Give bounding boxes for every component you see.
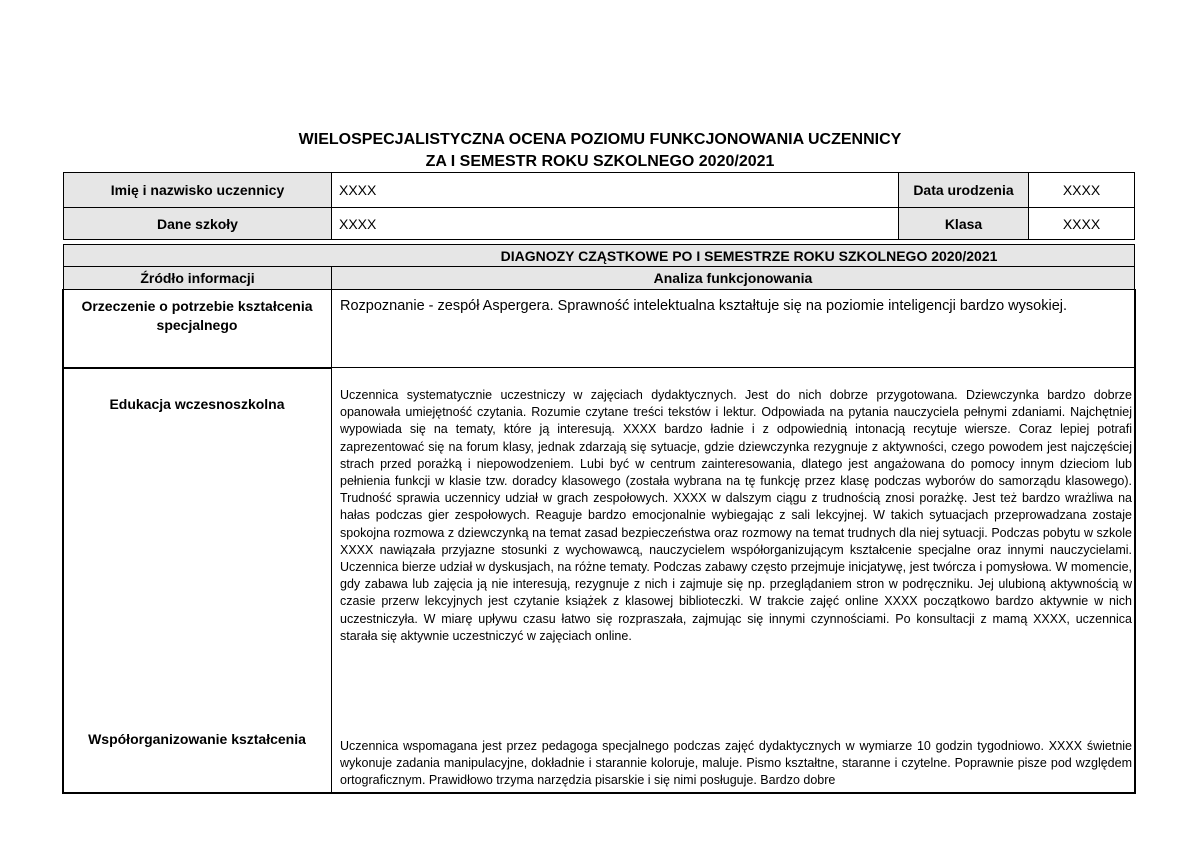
class-value: XXXX	[1062, 215, 1101, 232]
row-analysis-ruling: Rozpoznanie - zespół Aspergera. Sprawność intelektualna kształtuje się na poziomie inteligencji bardzo wysokiej.	[340, 298, 1068, 314]
name-value: XXXX	[339, 182, 377, 198]
school-value: XXXX	[339, 215, 377, 232]
row-analysis-early-education: Uczennica systematycznie uczestniczy w zajęciach dydaktycznych. Jest do nich dobrze przygotowana. Dziewczynka bardzo dobrze opanowała umiejętność czytania. Rozumie czytane treści tekstów i lektur. Odpowiada na pytania nauczyciela pełnymi zdaniami. Najchętniej wypowiada się na tematy, które ją interesują. XXXX bardzo ładnie i z odpowiednią intonacją recytuje wiersze. Coraz lepiej potrafi zaprezentować się na forum klasy, jednak zdarzają się sytuacje, gdzie dziewczynka rezygnuje z aktywności, czego powodem jest najczęściej strach przed porażką i niepowodzeniem. Lubi być w centrum zainteresowania, dlatego jest angażowana do pomocy innym dzieciom lub pełnienia funkcji w klasie tzw. doradcy klasowego (została wybrana na tę funkcję przez klasę podczas wyborów do samorządu klasowego). Trudność sprawia uczennicy udział w grach zespołowych. XXXX w dalszym ciągu z trudnością znosi porażkę. Jest też bardzo wrażliwa na hałas podczas gier zespołowych. Reaguje bardzo emocjonalnie wybiegając z sali lekcyjnej. W takich sytuacjach przeprowadzana zostaje spokojna rozmowa z dziewczynką na temat zasad bezpieczeństwa oraz rozmowy na temat trudnych dla niej sytuacji. Podczas pobytu w szkole XXXX nawiązała przyjazne stosunki z wychowawcą, nauczycielem współorganizującym kształcenie specjalne oraz innymi nauczycielami. Uczennica bierze udział w dyskusjach, na różne tematy. Podczas zabawy często przejmuje inicjatywę, jest twórcza i pomysłowa. W momencie, gdy zabawa lub zajęcia ją nie interesują, rezygnuje z nich i zajmuje się np. przeglądaniem stron w podręczniku. Jej ulubioną aktywnością w czasie przerw lekcyjnych jest czytanie książek z klasowej biblioteczki. W trakcie zajęć online XXXX początkowo bardzo aktywnie w nich uczestniczyła. W miarę upływu czasu łatwo się rozpraszała, zajmując się innymi czynnościami. Po konsultacji z mamą XXXX, uczennica starała się aktywnie uczestniczyć w zajęciach online.	[340, 388, 1132, 643]
section-header: DIAGNOZY CZĄSTKOWE PO I SEMESTRZE ROKU SZKOLNEGO 2020/2021	[500, 247, 998, 264]
row-source-ruling: Orzeczenie o potrzebie kształcenia specjalnego	[81, 298, 313, 333]
dob-value: XXXX	[1062, 182, 1101, 198]
column-header-source: Źródło informacji	[140, 270, 255, 286]
row-source-co-organization: Współorganizowanie kształcenia	[88, 731, 306, 747]
class-label: Klasa	[944, 215, 983, 232]
row-analysis-co-organization: Uczennica wspomagana jest przez pedagoga specjalnego podczas zajęć dydaktycznych w wymiarze 10 godzin tygodniowo. XXXX świetnie wykonuje zadania manipulacyjne, dokładnie i starannie koloruje, maluje. Pismo kształtne, staranne i czytelne. Poprawnie pisze pod względem ortograficznym. Prawidłowo trzyma narzędzia pisarskie i się nimi posługuje. Bardzo dobre	[340, 739, 1132, 788]
document-title-line1: WIELOSPECJALISTYCZNA OCENA POZIOMU FUNKCJONOWANIA UCZENNICY	[298, 131, 902, 148]
row-source-early-education: Edukacja wczesnoszkolna	[109, 396, 285, 412]
column-header-analysis: Analiza funkcjonowania	[653, 270, 813, 286]
name-label: Imię i nazwisko uczennicy	[110, 182, 285, 198]
dob-label: Data urodzenia	[913, 182, 1014, 198]
document-title-line2: ZA I SEMESTR ROKU SZKOLNEGO 2020/2021	[425, 153, 775, 170]
school-label: Dane szkoły	[157, 215, 238, 232]
